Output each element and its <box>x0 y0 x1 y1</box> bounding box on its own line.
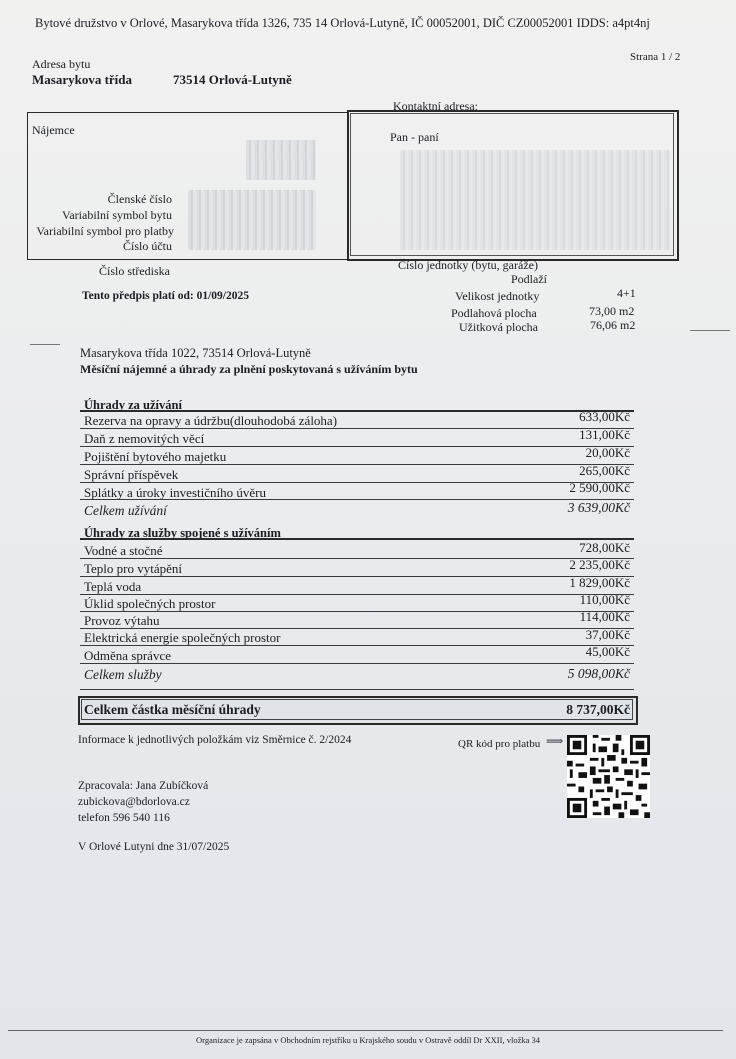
grand-total-label: Celkem částka měsíční úhrady <box>84 702 261 717</box>
statement-address: Masarykova třída 1022, 73514 Orlová-Lutyně <box>80 346 311 360</box>
floor-area-label: Podlahová plocha <box>451 306 537 320</box>
service-row-label: Vodné a stočné <box>84 543 163 558</box>
row-rule <box>80 663 634 664</box>
processed-by-block <box>78 778 208 826</box>
usage-section-title: Úhrady za užívání <box>84 398 182 412</box>
service-row-value: 114,00Kč <box>579 609 630 624</box>
redacted-tenant-data <box>188 190 316 250</box>
service-row-value: 37,00Kč <box>585 627 630 642</box>
processed-by-email[interactable]: zubickova@bdorlova.cz <box>78 796 190 808</box>
floor-label: Podlaží <box>511 272 547 286</box>
variable-symbol-payment-label: Variabilní symbol pro platby <box>36 224 174 238</box>
address-street: Masarykova třída <box>32 72 133 87</box>
footer-text: Organizace je zapsána v Obchodním rejstříku u Krajského soudu v Ostravě oddíl Dr XXII, vložka 34 <box>196 1035 540 1045</box>
usable-area-value: 76,06 m2 <box>590 318 636 332</box>
usage-row-value: 265,00Kč <box>579 463 630 478</box>
usage-total-value: 3 639,00Kč <box>567 500 630 515</box>
processed-by-phone: telefon 596 540 116 <box>78 812 170 824</box>
service-row-label: Úklid společných prostor <box>84 596 216 611</box>
unit-number-label: Číslo jednotky (bytu, garáže) <box>398 258 538 272</box>
unit-size-value: 4+1 <box>617 286 636 300</box>
usable-area-label: Užitková plocha <box>459 320 538 334</box>
service-row-label: Teplo pro vytápění <box>84 561 183 576</box>
usage-row-label: Rezerva na opravy a údržbu(dlouhodobá záloha) <box>84 413 338 428</box>
usage-row-value: 20,00Kč <box>585 445 630 460</box>
page-number: Strana 1 / 2 <box>630 51 681 63</box>
valid-from: Tento předpis platí od: 01/09/2025 <box>82 290 249 302</box>
address-label: Adresa bytu <box>32 57 91 71</box>
usage-row-label: Správní příspěvek <box>84 467 179 482</box>
service-row-value: 110,00Kč <box>579 592 630 607</box>
service-row-value: 1 829,00Kč <box>569 575 630 590</box>
arrow-right-icon: ⟹ <box>546 734 564 748</box>
grand-total-value: 8 737,00Kč <box>566 702 630 717</box>
service-row-value: 728,00Kč <box>579 540 630 555</box>
processed-by-name: Zpracovala: Jana Zubíčková <box>78 780 209 792</box>
usage-row-value: 633,00Kč <box>579 409 630 424</box>
usage-row-label: Splátky a úroky investičního úvěru <box>84 485 266 500</box>
services-total-value: 5 098,00Kč <box>567 666 630 681</box>
issuer-header: Bytové družstvo v Orlové, Masarykova třída 1326, 735 14 Orlová-Lutyně, IČ 00052001, DIČ CZ00052001 IDDS: a4pt4nj <box>35 16 650 30</box>
contact-address-label: Kontaktní adresa: <box>393 99 478 113</box>
qr-label: QR kód pro platbu <box>458 738 541 750</box>
usage-total-label: Celkem užívání <box>84 503 167 518</box>
salutation: Pan - paní <box>390 130 439 144</box>
address-city: 73514 Orlová-Lutyně <box>173 72 292 87</box>
floor-area-value: 73,00 m2 <box>589 304 635 318</box>
usage-row-value: 131,00Kč <box>579 427 630 442</box>
qr-code-icon[interactable] <box>567 735 650 818</box>
tenant-label: Nájemce <box>32 123 75 137</box>
total-separator <box>80 689 634 690</box>
footer-rule <box>8 1030 723 1031</box>
usage-row-value: 2 590,00Kč <box>569 480 630 495</box>
usage-row-label: Pojištění bytového majetku <box>84 449 227 464</box>
variable-symbol-unit-label: Variabilní symbol bytu <box>62 208 172 222</box>
fold-mark-left <box>30 344 60 345</box>
info-note: Informace k jednotlivých položkám viz Směrnice č. 2/2024 <box>78 734 352 746</box>
redacted-tenant-name <box>246 140 316 180</box>
usage-row-label: Daň z nemovitých věcí <box>84 431 205 446</box>
statement-title: Měsíční nájemné a úhrady za plnění poskytovaná s užíváním bytu <box>80 362 418 376</box>
unit-size-label: Velikost jednotky <box>455 289 540 303</box>
date-line: V Orlové Lutyni dne 31/07/2025 <box>78 841 230 853</box>
service-row-label: Elektrická energie společných prostor <box>84 630 281 645</box>
redacted-contact-address <box>400 150 670 250</box>
account-number-label: Číslo účtu <box>122 239 172 253</box>
service-row-label: Provoz výtahu <box>84 613 160 628</box>
service-row-label: Odměna správce <box>84 648 171 663</box>
member-number-label: Členské číslo <box>107 192 172 206</box>
services-total-label: Celkem služby <box>84 667 162 682</box>
services-section-title: Úhrady za služby spojené s užíváním <box>84 526 281 540</box>
center-number-label: Číslo střediska <box>99 264 170 278</box>
service-row-label: Teplá voda <box>84 579 142 594</box>
service-row-value: 2 235,00Kč <box>569 557 630 572</box>
service-row-value: 45,00Kč <box>585 644 630 659</box>
fold-mark-right <box>690 330 730 331</box>
